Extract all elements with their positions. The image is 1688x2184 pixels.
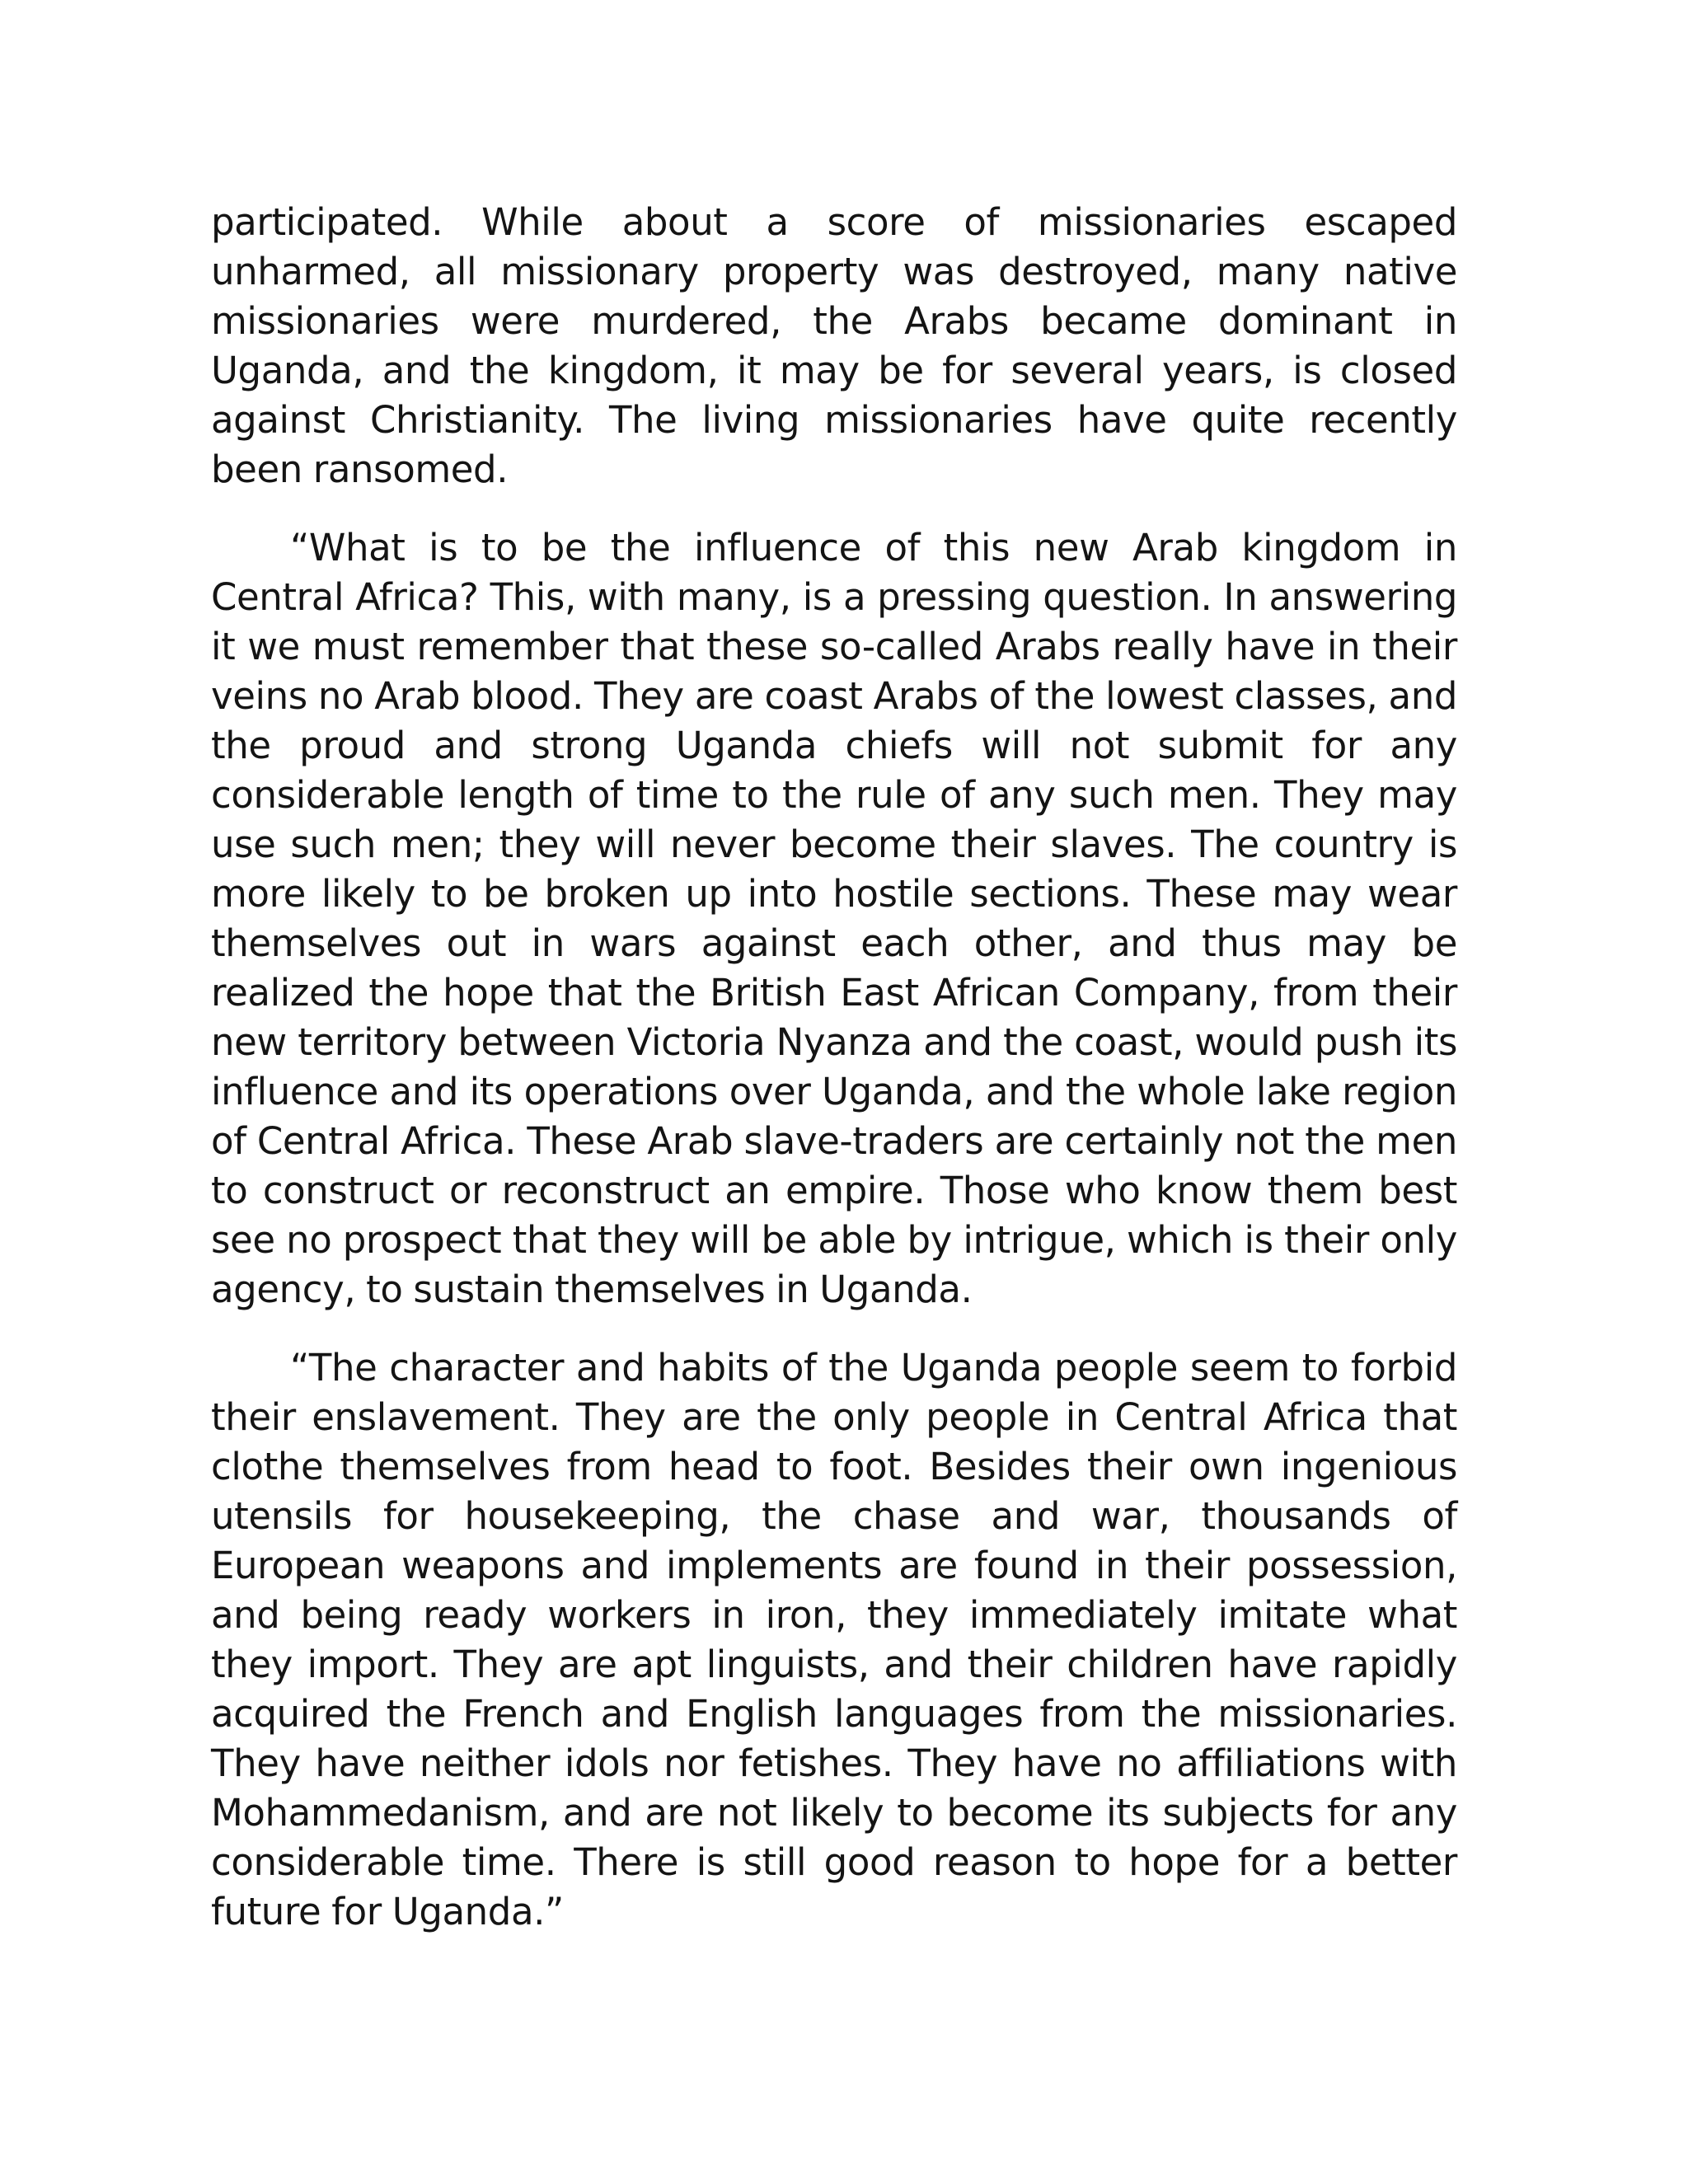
paragraph-2: “What is to be the influence of this new Arab kingdom in Central Africa? This, with many, is a pressing question. In answering it we must remember that these so-called Arabs really have in their veins no Arab blood. They are coast Arabs of the lowest classes, and the proud and strong Uganda chiefs will not submit for any considerable length of time to the rule of any such men. They may use such men; they will never become their slaves. The country is more likely to be broken up into hostile sections. These may wear themselves out in wars against each other, and thus may be realized the hope that the British East African Company, from their new territory between Victoria Nyanza and the coast, would push its influence and its operations over Uganda, and the whole lake region of Central Africa. These Arab slave-traders are certainly not the men to construct or reconstruct an empire. Those who know them best see no prospect that they will be able by intrigue, which is their only agency, to sustain themselves in Uganda. <box>211 526 1457 1311</box>
body-text <box>211 198 1457 1937</box>
paragraph-3: “The character and habits of the Uganda people seem to forbid their enslavement. They are the only people in Central Africa that clothe themselves from head to foot. Besides their own ingenious utensils for housekeeping, the chase and war, thousands of European weapons and implements are found in their possession, and being ready workers in iron, they immediately imitate what they import. They are apt linguists, and their children have rapidly acquired the French and English languages from the missionaries. They have neither idols nor fetishes. They have no affiliations with Mohammedanism, and are not likely to become its subjects for any considerable time. There is still good reason to hope for a better future for Uganda.” <box>211 1346 1457 1933</box>
paragraph-1: participated. While about a score of missionaries escaped unharmed, all missionary property was destroyed, many native missionaries were murdered, the Arabs became dominant in Uganda, and the kingdom, it may be for several years, is closed against Christianity. The living missionaries have quite recently been ransomed. <box>211 200 1457 491</box>
